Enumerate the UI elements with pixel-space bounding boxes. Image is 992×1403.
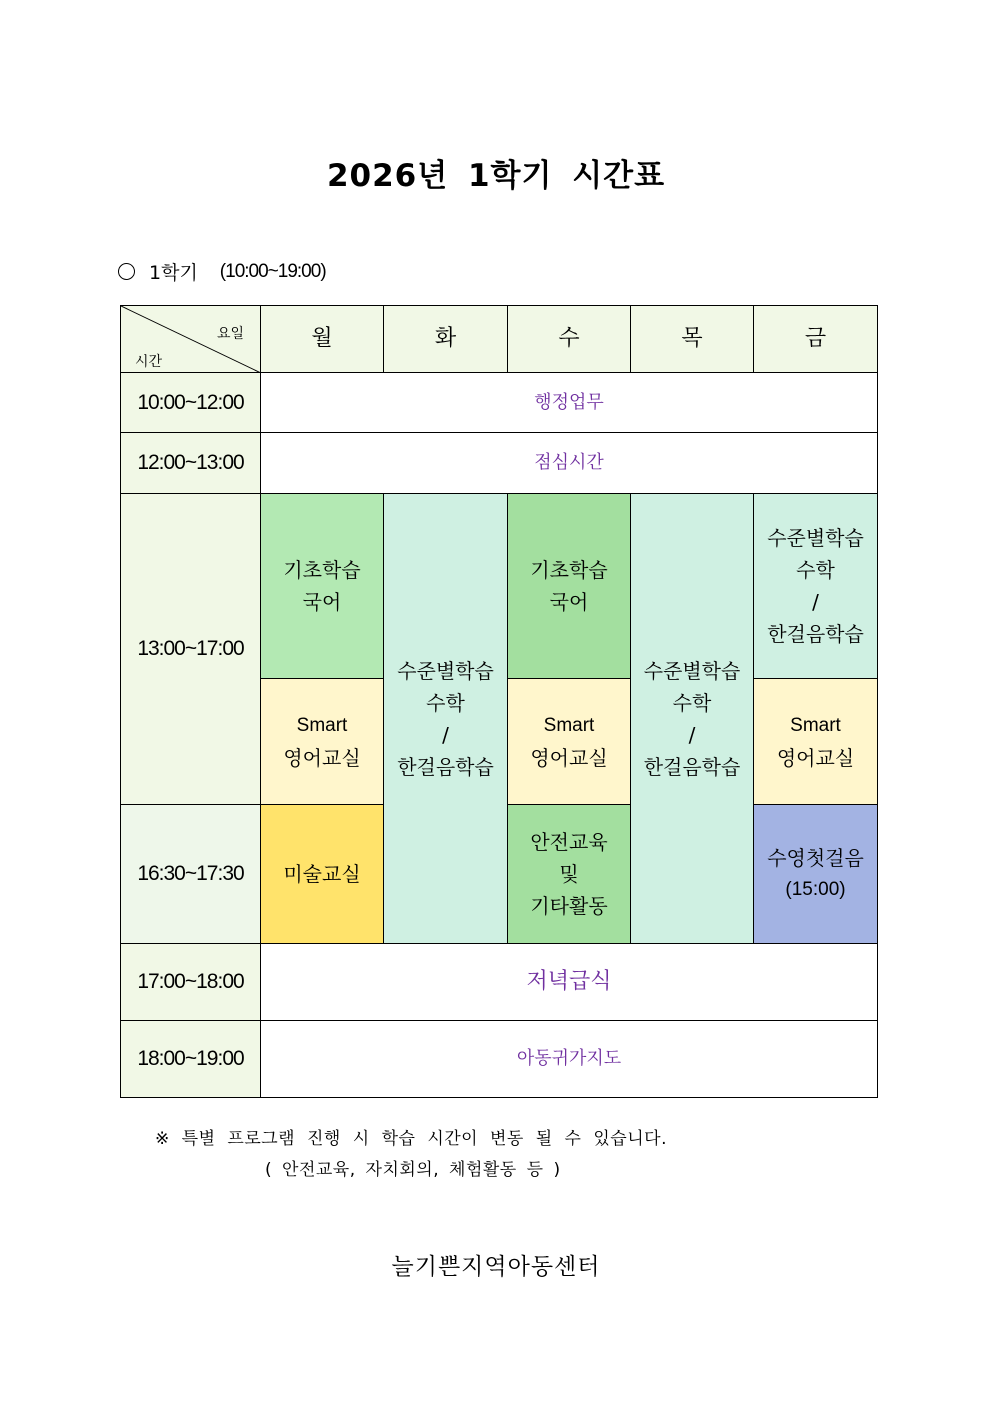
class-line: 기타활동 — [530, 894, 608, 918]
class-cell — [508, 805, 631, 944]
class-cell — [754, 679, 878, 805]
day-header-thu: 목 — [631, 306, 754, 373]
page-title: 2026년 1학기 시간표 — [326, 158, 666, 194]
class-line: 안전교육 — [530, 830, 608, 854]
note-line-2: ( 안전교육, 자치회의, 체험활동 등 ) — [265, 1160, 561, 1180]
class-line: 기초학습 — [530, 558, 608, 582]
class-line: 수준별학습 — [767, 526, 864, 550]
class-line: 수준별학습 — [397, 658, 494, 683]
time-slot: 13:00~17:00 — [121, 494, 261, 805]
day-header-tue: 화 — [384, 306, 508, 373]
class-cell — [754, 805, 878, 944]
class-line: 수학 — [796, 558, 835, 582]
day-header-fri: 금 — [754, 306, 878, 373]
class-cell — [508, 679, 631, 805]
note-line-1 — [155, 1124, 667, 1149]
day-header-wed: 수 — [508, 306, 631, 373]
class-line: 한걸음학습 — [767, 622, 864, 646]
class-line: 수학 — [426, 690, 465, 715]
class-line: / — [442, 722, 449, 747]
class-line: 영어교실 — [530, 745, 608, 770]
day-header-mon: 월 — [261, 306, 384, 373]
activity-cell: 아동귀가지도 — [261, 1021, 878, 1098]
class-line: 수준별학습 — [643, 658, 741, 683]
class-line: 국어 — [302, 590, 342, 614]
class-line: 영어교실 — [776, 745, 855, 770]
semester-heading — [118, 258, 326, 285]
class-line: / — [688, 722, 696, 747]
class-line: 미술교실 — [283, 862, 361, 886]
class-line: 기초학습 — [283, 558, 361, 582]
class-line: 및 — [559, 862, 579, 886]
activity-cell: 점심시간 — [261, 433, 878, 494]
activity-cell: 저녁급식 — [261, 944, 878, 1021]
class-line: Smart — [296, 714, 348, 736]
time-slot: 10:00~12:00 — [121, 373, 261, 433]
corner-header — [121, 306, 261, 373]
time-slot: 17:00~18:00 — [121, 944, 261, 1021]
class-cell — [261, 494, 384, 679]
class-cell — [754, 494, 878, 679]
class-line: (15:00) — [785, 879, 846, 900]
reference-mark-icon: ※ — [155, 1129, 170, 1149]
activity-cell: 행정업무 — [261, 373, 878, 433]
class-line: 한걸음학습 — [397, 754, 494, 779]
time-slot: 16:30~17:30 — [121, 805, 261, 944]
class-cell — [261, 805, 384, 944]
class-line: 한걸음학습 — [643, 754, 741, 779]
time-slot: 12:00~13:00 — [121, 433, 261, 494]
center-name: 늘기쁜지역아동센터 — [391, 1254, 601, 1280]
note-text: 특별 프로그램 진행 시 학습 시간이 변동 될 수 있습니다. — [181, 1129, 667, 1149]
class-cell — [384, 494, 508, 944]
class-cell — [631, 494, 754, 944]
class-cell — [261, 679, 384, 805]
circle-bullet-icon — [118, 263, 135, 280]
class-line: 영어교실 — [283, 745, 361, 770]
corner-day-label: 요일 — [216, 326, 244, 342]
class-line: Smart — [543, 714, 595, 736]
semester-time: (10:00~19:00) — [219, 260, 326, 282]
class-line: 수학 — [672, 690, 712, 715]
class-line: / — [812, 590, 819, 614]
class-cell — [508, 494, 631, 679]
class-line: Smart — [790, 714, 841, 736]
time-slot: 18:00~19:00 — [121, 1021, 261, 1098]
class-line: 국어 — [549, 590, 589, 614]
timetable — [120, 305, 878, 1098]
corner-time-label: 시간 — [135, 354, 163, 370]
semester-label: 1학기 — [149, 262, 198, 284]
class-line: 수영첫걸음 — [767, 846, 864, 870]
